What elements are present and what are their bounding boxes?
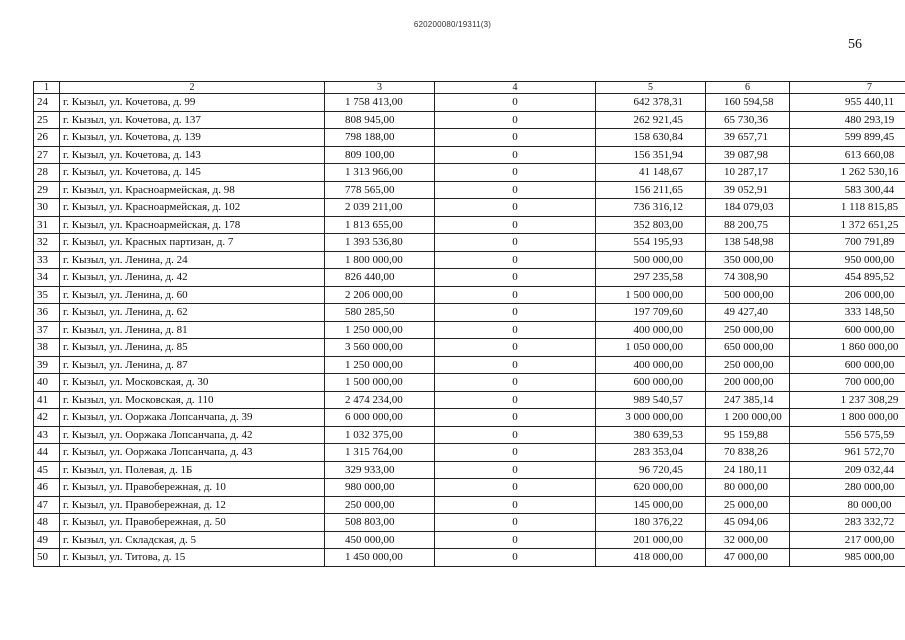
row-number-cell: 36 <box>34 304 60 322</box>
table-row <box>34 304 905 322</box>
address-cell: г. Кызыл, ул. Кочетова, д. 145 <box>60 164 325 182</box>
address-cell: г. Кызыл, ул. Ленина, д. 81 <box>60 321 325 339</box>
address-cell: г. Кызыл, ул. Ооржака Лопсанчапа, д. 42 <box>60 426 325 444</box>
column-header: 1 <box>34 82 60 94</box>
value-7-cell: 1 262 530,16 <box>790 164 905 182</box>
value-4-cell: 0 <box>435 251 596 269</box>
amount-cell: 3 560 000,00 <box>325 339 435 357</box>
table-row <box>34 356 905 374</box>
value-6-cell: 95 159,88 <box>706 426 790 444</box>
value-6-cell: 250 000,00 <box>706 321 790 339</box>
value-6-cell: 500 000,00 <box>706 286 790 304</box>
table-body <box>34 94 905 567</box>
table-row <box>34 164 905 182</box>
value-5-cell: 197 709,60 <box>596 304 706 322</box>
amount-cell: 1 250 000,00 <box>325 356 435 374</box>
value-5-cell: 283 353,04 <box>596 444 706 462</box>
table-row <box>34 514 905 532</box>
address-cell: г. Кызыл, ул. Титова, д. 15 <box>60 549 325 567</box>
table-row <box>34 251 905 269</box>
value-7-cell: 283 332,72 <box>790 514 905 532</box>
address-cell: г. Кызыл, ул. Правобережная, д. 50 <box>60 514 325 532</box>
value-7-cell: 950 000,00 <box>790 251 905 269</box>
value-5-cell: 352 803,00 <box>596 216 706 234</box>
value-4-cell: 0 <box>435 321 596 339</box>
value-7-cell: 280 000,00 <box>790 479 905 497</box>
amount-cell: 2 474 234,00 <box>325 391 435 409</box>
value-5-cell: 145 000,00 <box>596 496 706 514</box>
row-number-cell: 40 <box>34 374 60 392</box>
table-row <box>34 216 905 234</box>
value-4-cell: 0 <box>435 181 596 199</box>
address-cell: г. Кызыл, ул. Красноармейская, д. 102 <box>60 199 325 217</box>
address-cell: г. Кызыл, ул. Красноармейская, д. 98 <box>60 181 325 199</box>
value-7-cell: 1 800 000,00 <box>790 409 905 427</box>
value-6-cell: 80 000,00 <box>706 479 790 497</box>
value-7-cell: 1 860 000,00 <box>790 339 905 357</box>
value-7-cell: 600 000,00 <box>790 356 905 374</box>
value-4-cell: 0 <box>435 391 596 409</box>
address-cell: г. Кызыл, ул. Красноармейская, д. 178 <box>60 216 325 234</box>
row-number-cell: 38 <box>34 339 60 357</box>
table-row <box>34 391 905 409</box>
table-row <box>34 461 905 479</box>
row-number-cell: 29 <box>34 181 60 199</box>
value-7-cell: 333 148,50 <box>790 304 905 322</box>
value-6-cell: 65 730,36 <box>706 111 790 129</box>
value-5-cell: 262 921,45 <box>596 111 706 129</box>
value-4-cell: 0 <box>435 164 596 182</box>
table-row <box>34 426 905 444</box>
value-4-cell: 0 <box>435 374 596 392</box>
table-row <box>34 234 905 252</box>
value-7-cell: 80 000,00 <box>790 496 905 514</box>
table-row <box>34 286 905 304</box>
amount-cell: 1 813 655,00 <box>325 216 435 234</box>
amount-cell: 809 100,00 <box>325 146 435 164</box>
value-6-cell: 250 000,00 <box>706 356 790 374</box>
amount-cell: 250 000,00 <box>325 496 435 514</box>
value-6-cell: 49 427,40 <box>706 304 790 322</box>
value-4-cell: 0 <box>435 94 596 112</box>
value-4-cell: 0 <box>435 304 596 322</box>
value-5-cell: 400 000,00 <box>596 321 706 339</box>
value-5-cell: 418 000,00 <box>596 549 706 567</box>
amount-cell: 1 313 966,00 <box>325 164 435 182</box>
amount-cell: 508 803,00 <box>325 514 435 532</box>
table-row <box>34 129 905 147</box>
row-number-cell: 30 <box>34 199 60 217</box>
row-number-cell: 44 <box>34 444 60 462</box>
value-6-cell: 160 594,58 <box>706 94 790 112</box>
value-4-cell: 0 <box>435 216 596 234</box>
value-4-cell: 0 <box>435 286 596 304</box>
address-cell: г. Кызыл, ул. Ленина, д. 60 <box>60 286 325 304</box>
value-6-cell: 200 000,00 <box>706 374 790 392</box>
row-number-cell: 31 <box>34 216 60 234</box>
table-row <box>34 531 905 549</box>
address-cell: г. Кызыл, ул. Правобережная, д. 12 <box>60 496 325 514</box>
amount-cell: 1 032 375,00 <box>325 426 435 444</box>
value-6-cell: 350 000,00 <box>706 251 790 269</box>
address-cell: г. Кызыл, ул. Ленина, д. 24 <box>60 251 325 269</box>
value-4-cell: 0 <box>435 461 596 479</box>
value-5-cell: 600 000,00 <box>596 374 706 392</box>
value-4-cell: 0 <box>435 146 596 164</box>
address-cell: г. Кызыл, ул. Красных партизан, д. 7 <box>60 234 325 252</box>
value-5-cell: 297 235,58 <box>596 269 706 287</box>
value-4-cell: 0 <box>435 479 596 497</box>
table-row <box>34 496 905 514</box>
value-4-cell: 0 <box>435 496 596 514</box>
value-6-cell: 25 000,00 <box>706 496 790 514</box>
value-7-cell: 613 660,08 <box>790 146 905 164</box>
amount-cell: 1 315 764,00 <box>325 444 435 462</box>
value-5-cell: 158 630,84 <box>596 129 706 147</box>
table-row <box>34 269 905 287</box>
value-4-cell: 0 <box>435 426 596 444</box>
amount-cell: 1 758 413,00 <box>325 94 435 112</box>
value-6-cell: 1 200 000,00 <box>706 409 790 427</box>
value-7-cell: 1 237 308,29 <box>790 391 905 409</box>
data-table <box>33 81 905 567</box>
value-7-cell: 454 895,52 <box>790 269 905 287</box>
amount-cell: 980 000,00 <box>325 479 435 497</box>
address-cell: г. Кызыл, ул. Ооржака Лопсанчапа, д. 39 <box>60 409 325 427</box>
table-row <box>34 549 905 567</box>
document-id: 620200080/19311(3) <box>413 20 492 29</box>
column-header: 4 <box>435 82 596 94</box>
column-header: 2 <box>60 82 325 94</box>
value-7-cell: 700 000,00 <box>790 374 905 392</box>
row-number-cell: 39 <box>34 356 60 374</box>
value-7-cell: 599 899,45 <box>790 129 905 147</box>
address-cell: г. Кызыл, ул. Складская, д. 5 <box>60 531 325 549</box>
amount-cell: 1 800 000,00 <box>325 251 435 269</box>
row-number-cell: 34 <box>34 269 60 287</box>
value-6-cell: 184 079,03 <box>706 199 790 217</box>
value-7-cell: 206 000,00 <box>790 286 905 304</box>
table-row <box>34 199 905 217</box>
page-number: 56 <box>848 37 862 52</box>
address-cell: г. Кызыл, ул. Кочетова, д. 139 <box>60 129 325 147</box>
value-7-cell: 1 372 651,25 <box>790 216 905 234</box>
row-number-cell: 37 <box>34 321 60 339</box>
amount-cell: 6 000 000,00 <box>325 409 435 427</box>
address-cell: г. Кызыл, ул. Ленина, д. 85 <box>60 339 325 357</box>
row-number-cell: 33 <box>34 251 60 269</box>
value-6-cell: 247 385,14 <box>706 391 790 409</box>
value-6-cell: 45 094,06 <box>706 514 790 532</box>
row-number-cell: 26 <box>34 129 60 147</box>
address-cell: г. Кызыл, ул. Ооржака Лопсанчапа, д. 43 <box>60 444 325 462</box>
row-number-cell: 50 <box>34 549 60 567</box>
table-row <box>34 146 905 164</box>
column-header: 6 <box>706 82 790 94</box>
value-6-cell: 39 087,98 <box>706 146 790 164</box>
amount-cell: 2 206 000,00 <box>325 286 435 304</box>
row-number-cell: 32 <box>34 234 60 252</box>
value-7-cell: 700 791,89 <box>790 234 905 252</box>
value-7-cell: 1 118 815,85 <box>790 199 905 217</box>
amount-cell: 1 500 000,00 <box>325 374 435 392</box>
value-6-cell: 138 548,98 <box>706 234 790 252</box>
value-4-cell: 0 <box>435 129 596 147</box>
value-7-cell: 480 293,19 <box>790 111 905 129</box>
amount-cell: 329 933,00 <box>325 461 435 479</box>
value-4-cell: 0 <box>435 269 596 287</box>
value-4-cell: 0 <box>435 444 596 462</box>
value-5-cell: 400 000,00 <box>596 356 706 374</box>
address-cell: г. Кызыл, ул. Кочетова, д. 99 <box>60 94 325 112</box>
value-5-cell: 500 000,00 <box>596 251 706 269</box>
value-6-cell: 650 000,00 <box>706 339 790 357</box>
row-number-cell: 41 <box>34 391 60 409</box>
row-number-cell: 43 <box>34 426 60 444</box>
address-cell: г. Кызыл, ул. Московская, д. 110 <box>60 391 325 409</box>
row-number-cell: 35 <box>34 286 60 304</box>
value-4-cell: 0 <box>435 514 596 532</box>
value-5-cell: 554 195,93 <box>596 234 706 252</box>
value-5-cell: 41 148,67 <box>596 164 706 182</box>
amount-cell: 580 285,50 <box>325 304 435 322</box>
row-number-cell: 48 <box>34 514 60 532</box>
value-4-cell: 0 <box>435 234 596 252</box>
row-number-cell: 25 <box>34 111 60 129</box>
value-6-cell: 74 308,90 <box>706 269 790 287</box>
value-7-cell: 961 572,70 <box>790 444 905 462</box>
amount-cell: 2 039 211,00 <box>325 199 435 217</box>
row-number-cell: 49 <box>34 531 60 549</box>
address-cell: г. Кызыл, ул. Полевая, д. 1Б <box>60 461 325 479</box>
amount-cell: 1 450 000,00 <box>325 549 435 567</box>
value-4-cell: 0 <box>435 199 596 217</box>
value-7-cell: 556 575,59 <box>790 426 905 444</box>
table-row <box>34 181 905 199</box>
value-7-cell: 985 000,00 <box>790 549 905 567</box>
value-5-cell: 989 540,57 <box>596 391 706 409</box>
value-6-cell: 39 052,91 <box>706 181 790 199</box>
value-7-cell: 600 000,00 <box>790 321 905 339</box>
value-4-cell: 0 <box>435 339 596 357</box>
column-header: 5 <box>596 82 706 94</box>
amount-cell: 808 945,00 <box>325 111 435 129</box>
value-4-cell: 0 <box>435 409 596 427</box>
value-5-cell: 96 720,45 <box>596 461 706 479</box>
value-6-cell: 24 180,11 <box>706 461 790 479</box>
table-row <box>34 111 905 129</box>
address-cell: г. Кызыл, ул. Московская, д. 30 <box>60 374 325 392</box>
amount-cell: 778 565,00 <box>325 181 435 199</box>
address-cell: г. Кызыл, ул. Ленина, д. 62 <box>60 304 325 322</box>
row-number-cell: 42 <box>34 409 60 427</box>
value-5-cell: 736 316,12 <box>596 199 706 217</box>
value-7-cell: 209 032,44 <box>790 461 905 479</box>
value-4-cell: 0 <box>435 531 596 549</box>
value-6-cell: 10 287,17 <box>706 164 790 182</box>
value-5-cell: 1 050 000,00 <box>596 339 706 357</box>
table-row <box>34 321 905 339</box>
row-number-cell: 45 <box>34 461 60 479</box>
value-6-cell: 70 838,26 <box>706 444 790 462</box>
value-7-cell: 583 300,44 <box>790 181 905 199</box>
value-4-cell: 0 <box>435 549 596 567</box>
column-header: 7 <box>790 82 905 94</box>
value-5-cell: 380 639,53 <box>596 426 706 444</box>
amount-cell: 1 393 536,80 <box>325 234 435 252</box>
table-row <box>34 479 905 497</box>
row-number-cell: 47 <box>34 496 60 514</box>
value-4-cell: 0 <box>435 111 596 129</box>
value-5-cell: 156 351,94 <box>596 146 706 164</box>
value-7-cell: 217 000,00 <box>790 531 905 549</box>
value-6-cell: 47 000,00 <box>706 549 790 567</box>
address-cell: г. Кызыл, ул. Правобережная, д. 10 <box>60 479 325 497</box>
table-row <box>34 94 905 112</box>
table-row <box>34 339 905 357</box>
value-5-cell: 156 211,65 <box>596 181 706 199</box>
row-number-cell: 24 <box>34 94 60 112</box>
table-row <box>34 374 905 392</box>
value-5-cell: 201 000,00 <box>596 531 706 549</box>
row-number-cell: 27 <box>34 146 60 164</box>
amount-cell: 450 000,00 <box>325 531 435 549</box>
row-number-cell: 46 <box>34 479 60 497</box>
address-cell: г. Кызыл, ул. Ленина, д. 87 <box>60 356 325 374</box>
column-header: 3 <box>325 82 435 94</box>
value-5-cell: 1 500 000,00 <box>596 286 706 304</box>
row-number-cell: 28 <box>34 164 60 182</box>
amount-cell: 826 440,00 <box>325 269 435 287</box>
amount-cell: 1 250 000,00 <box>325 321 435 339</box>
table-row <box>34 409 905 427</box>
value-7-cell: 955 440,11 <box>790 94 905 112</box>
value-5-cell: 180 376,22 <box>596 514 706 532</box>
amount-cell: 798 188,00 <box>325 129 435 147</box>
value-5-cell: 3 000 000,00 <box>596 409 706 427</box>
address-cell: г. Кызыл, ул. Кочетова, д. 143 <box>60 146 325 164</box>
value-6-cell: 32 000,00 <box>706 531 790 549</box>
value-5-cell: 642 378,31 <box>596 94 706 112</box>
address-cell: г. Кызыл, ул. Ленина, д. 42 <box>60 269 325 287</box>
value-6-cell: 88 200,75 <box>706 216 790 234</box>
value-5-cell: 620 000,00 <box>596 479 706 497</box>
value-6-cell: 39 657,71 <box>706 129 790 147</box>
table-row <box>34 444 905 462</box>
header-row <box>34 82 905 94</box>
address-cell: г. Кызыл, ул. Кочетова, д. 137 <box>60 111 325 129</box>
value-4-cell: 0 <box>435 356 596 374</box>
